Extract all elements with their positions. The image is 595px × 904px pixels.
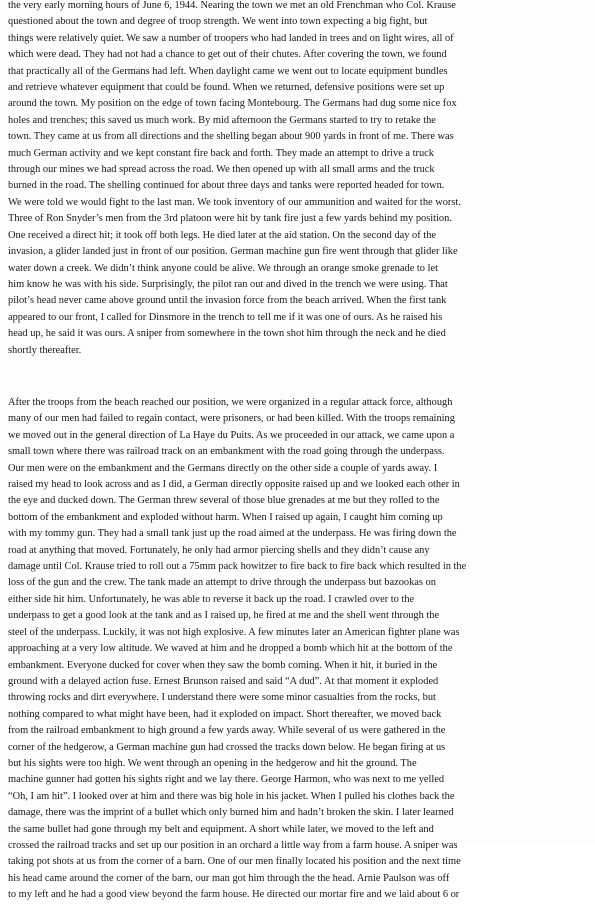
paragraph-attack-toward-la-haye-du-puits: After the troops from the beach reached our position, we were organized in a regular attack force, although many of our men had failed to regain contact, were prisoners, or had been killed. With the troops remaining we moved out in the general direction of La Haye du Puits. As we proceeded in our attack, we came upon a small town where there was railroad track on an embankment with the road going through the underpass. Our men were on the embankment and the Germans directly on the other side a couple of yards away. I raised my head to look across and as I did, a German directly opposite raised up and we looked each other in the eye and ducked down. The German threw several of those blue grenades at me but they rolled to the bottom of the embankment and exploded without harm. When I raised up again, I caught him coming up with my tommy gun. They had a small tank just up the road aimed at the underpass. He was firing down the road at anything that moved. Fortunately, he only had armor piercing shells and they didn’t cause any damage until Col. Krause tried to roll out a 75mm pack howitzer to fire back to fire back which resulted in the loss of the gun and the crew. The tank made an attempt to drive through the underpass but bazookas on either side hit him. Unfortunately, he was able to reverse it back up the road. I crawled over to the underpass to get a good look at the tank and as I raised up, he fired at me and the shell went through the steel of the underpass. Luckily, it was not high explosive. A few minutes later an American fighter plane was approaching at a very low altitude. We waved at him and he dropped a bomb which hit at the bottom of the embankment. Everyone ducked for cover when they saw the bomb coming. When it hit, it buried in the ground with a delayed action fuse. Ernest Brunson raised and said “A dud”. At that moment it exploded throwing rocks and dirt everywhere. I understand there were some minor casualties from the rocks, but nothing compared to what might have been, had it exploded on impact. Short thereafter, we moved back from the railroad embankment to high ground a few yards away. While several of us were gathered in the corner of the hedgerow, a German machine gun had crossed the tracks down below. He began firing at us but his sights were too high. We went through an opening in the hedgerow and hit the ground. The machine gunner had gotten his sights right and we lay there. George Harmon, who was next to me yelled “Oh, I am hit”. I looked over at him and there was big hole in his jacket. When I pulled his clothes back the damage, there was the imprint of a bullet which only burned him and hadn’t broken the skin. I later learned the same bullet had gone through my belt and equipment. A short while later, we moved to the left and crossed the railroad tracks and set up our position in an orchard a little way from a farm house. A sniper was taking pot shots at us from the corner of a barn. One of our men finally located his position and the next time his head came around the corner of the barn, our man got him through the the head. Arnie Paulson was off to my left and he had a good view beyond the farm house. He directed our mortar fire and we laid about 6 or (8, 397, 467, 901)
paragraph-defense-of-town: the very early morning hours of June 6, 1944. Nearing the town we met an old Frenchman who Col. Krause questioned about the town and degree of troop strength. We went into town expecting a big fight, but things were relatively quiet. We saw a number of troopers who had landed in trees and on light wires, all of which were dead. They had not had a chance to get out of their chutes. After covering the town, we found that practically all of the Germans had left. When daylight came we went out to locate equipment bundles and retrieve whatever equipment that could be found. When we returned, defensive positions were set up around the town. My position on the edge of town facing Montebourg. The Germans had dug some nice fox holes and trenches; this saved us much work. By mid afternoon the Germans started to try to retake the town. They came at us from all directions and the shelling began about 900 yards in front of me. There was much German activity and we kept constant fire back and forth. They made an attempt to drive a truck through our mines we had spread across the road. We then opened up with all small arms and the truck burned in the road. The shelling continued for about three days and tanks were reported headed for town. We were told we would fight to the last man. We took inventory of our ammunition and waited for the worst. Three of Ron Snyder’s men from the 3rd platoon were hit by tank fire just a few yards behind my position. One received a direct hit; it took off both legs. He died later at the aid station. On the second day of the invasion, a glider landed just in front of our position. German machine gun fire went through that glider like water down a creek. We didn’t think anyone could be alive. We through an orange smoke grenade to let him know he was with his side. Surprisingly, the pilot ran out and dived in the trench we were using. That pilot’s head never came above ground until the invasion force from the beach arrived. When the first tank appeared to our front, I called for Dinsmore in the trench to tell me if it was one of ours. As he raised his head up, he said it was ours. A sniper from somewhere in the town shot him through the neck and he died shortly thereafter. (8, 0, 461, 356)
